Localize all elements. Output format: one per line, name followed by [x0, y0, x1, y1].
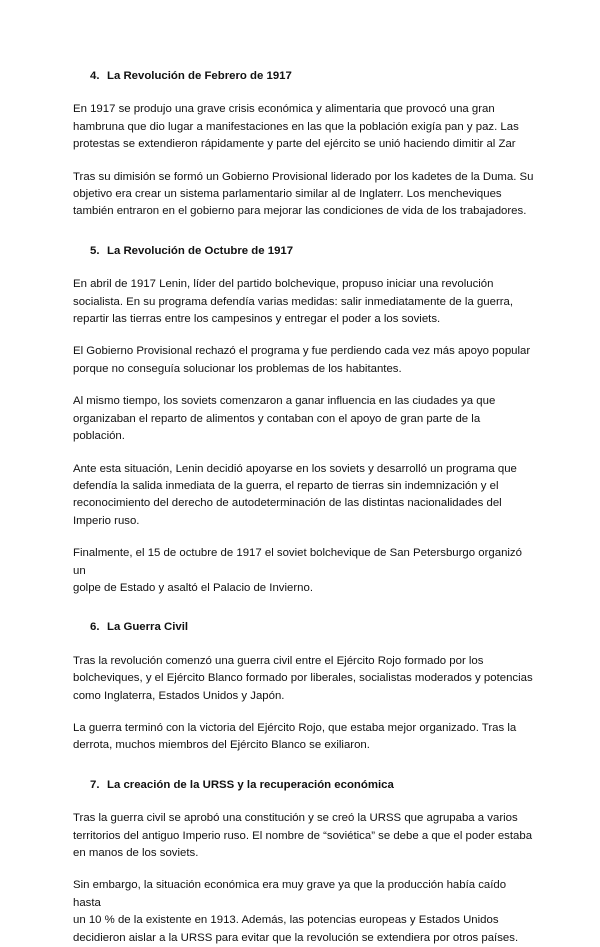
paragraph: Tras su dimisión se formó un Gobierno Provisional liderado por los kadetes de la Duma. Su objetivo era crear un sistema parlamentario similar al de Inglaterr. Los mencheviques también entraron en el gobierno para mejorar las condiciones de vida de los trabajadores.	[73, 170, 534, 218]
section-title: La Revolución de Octubre de 1917	[107, 244, 294, 257]
document-body	[73, 68, 535, 947]
paragraph: Al mismo tiempo, los soviets comenzaron a ganar influencia en las ciudades ya que organizaban el reparto de alimentos y contaban con el apoyo de gran parte de la población.	[73, 395, 496, 443]
section-heading	[90, 68, 535, 85]
paragraph: Ante esta situación, Lenin decidió apoyarse en los soviets y desarrolló un programa que defendía la salida inmediata de la guerra, el reparto de tierras sin indemnización y el reconocimiento del derecho de autodeterminación de las distintas nacionalidades del Imperio ruso.	[73, 462, 517, 527]
section-heading	[90, 619, 535, 636]
section-title: La Guerra Civil	[107, 621, 189, 634]
paragraph: Tras la guerra civil se aprobó una constitución y se creó la URSS que agrupaba a varios territorios del antiguo Imperio ruso. El nombre de “soviética” se debe a que el poder estaba en manos de los soviets.	[73, 812, 533, 859]
section-title: La creación de la URSS y la recuperación económica	[107, 778, 394, 791]
paragraph: En 1917 se produjo una grave crisis económica y alimentaria que provocó una gran hambruna que dio lugar a manifestaciones en las que la población exigía pan y paz. Las protestas se extendieron rápidamente y parte del ejército se unió haciendo dimitir al Zar	[73, 103, 519, 151]
paragraph: La guerra terminó con la victoria del Ejército Rojo, que estaba mejor organizado. Tras la derrota, muchos miembros del Ejército Blanco se exiliaron.	[73, 721, 517, 752]
section-number: 5.	[90, 244, 100, 257]
paragraph: Finalmente, el 15 de octubre de 1917 el soviet bolchevique de San Petersburgo organizó un golpe de Estado y asaltó el Palacio de Invierno.	[73, 547, 522, 594]
section-number: 6.	[90, 621, 100, 634]
paragraph: El Gobierno Provisional rechazó el programa y fue perdiendo cada vez más apoyo popular porque no conseguía solucionar los problemas de los habitantes.	[73, 345, 531, 375]
paragraph: Tras la revolución comenzó una guerra civil entre el Ejército Rojo formado por los bolcheviques, y el Ejército Blanco formado por liberales, socialistas moderados y potencias como Inglaterra, Estados Unidos y Japón.	[73, 654, 533, 702]
section-title: La Revolución de Febrero de 1917	[107, 70, 292, 82]
paragraph: Sin embargo, la situación económica era muy grave ya que la producción había caído hasta un 10 % de la existente en 1913. Además, las potencias europeas y Estados Unidos decidieron aislar a la URSS para evitar que la revolución se extendiera por otros países.	[73, 879, 519, 944]
paragraph: En abril de 1917 Lenin, líder del partido bolchevique, propuso iniciar una revolución socialista. En su programa defendía varias medidas: salir inmediatamente de la guerra, repartir las tierras entre los campesinos y entregar el poder a los soviets.	[73, 278, 514, 326]
section-heading	[90, 243, 535, 260]
section-number: 4.	[90, 70, 100, 82]
section-number: 7.	[90, 778, 100, 791]
section-heading	[90, 777, 535, 794]
